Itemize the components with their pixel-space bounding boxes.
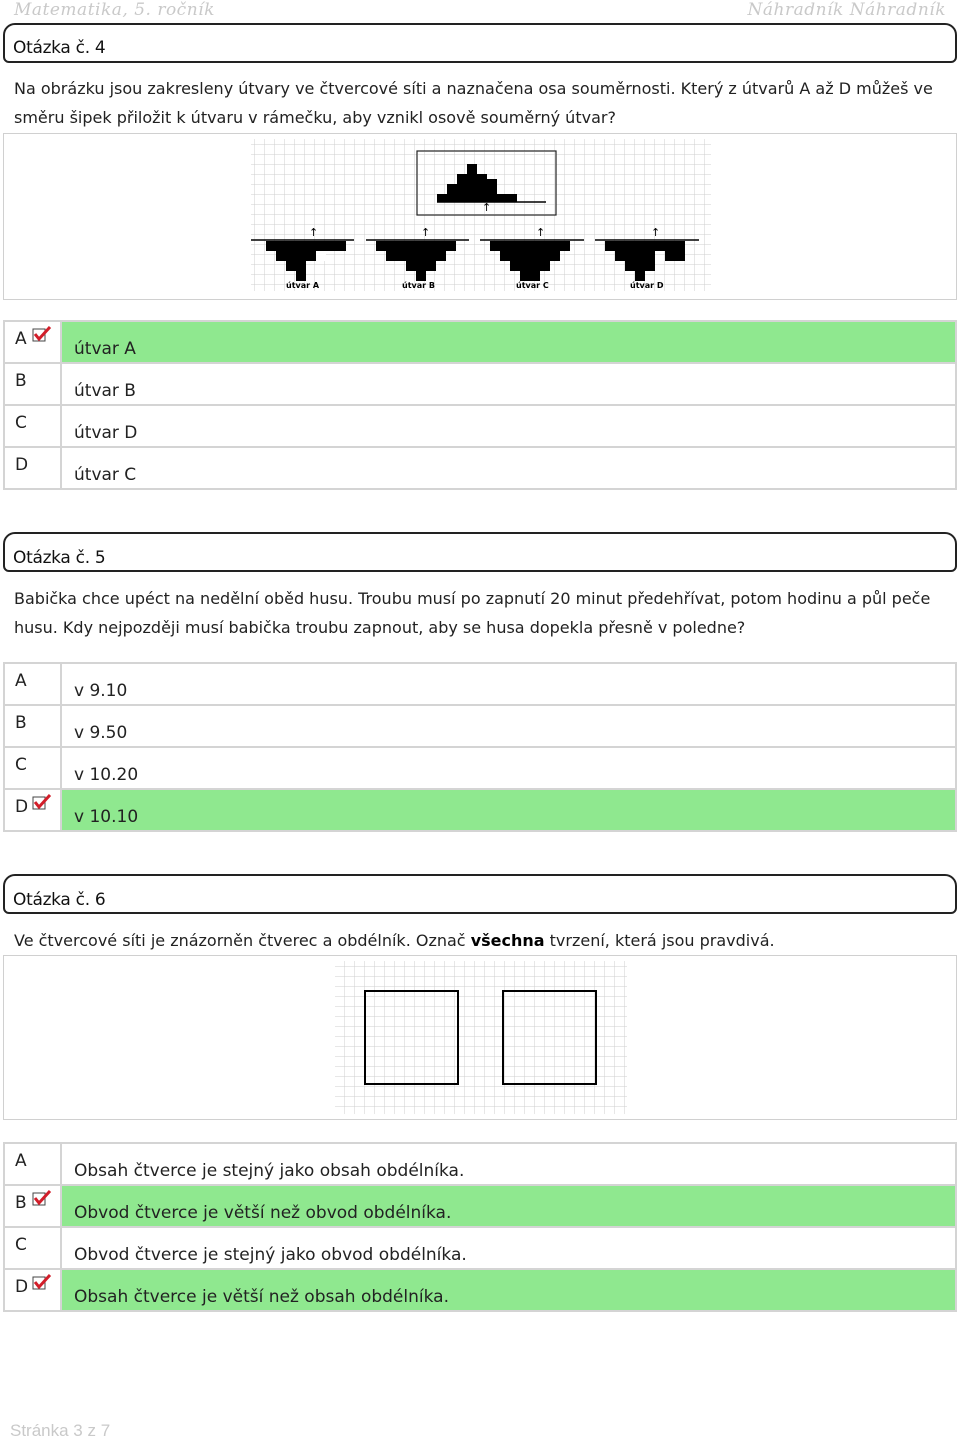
option-letter: A <box>15 1151 27 1171</box>
option-letter: B <box>15 713 27 733</box>
option-text: Obvod čtverce je stejný jako obvod obdélníka. <box>61 1227 956 1269</box>
check-icon <box>32 1274 52 1290</box>
option-letter-cell <box>4 1227 61 1269</box>
option-text: v 9.10 <box>61 663 956 705</box>
option-row[interactable] <box>4 705 956 747</box>
question-4-title-box <box>3 23 957 63</box>
option-text: v 10.20 <box>61 747 956 789</box>
label-utvar-c: útvar C <box>516 281 549 290</box>
option-letter: D <box>15 1277 29 1297</box>
option-letter-cell <box>4 447 61 489</box>
question-4-title: Otázka č. 4 <box>13 38 106 58</box>
question-6-text <box>14 926 944 955</box>
option-letter-cell <box>4 747 61 789</box>
option-text: v 9.50 <box>61 705 956 747</box>
label-utvar-a: útvar A <box>286 281 320 290</box>
svg-text:↑: ↑ <box>651 226 661 239</box>
option-text: útvar B <box>61 363 956 405</box>
option-text: útvar D <box>61 405 956 447</box>
option-row[interactable] <box>4 663 956 705</box>
option-row[interactable] <box>4 447 956 489</box>
option-letter-cell <box>4 1269 61 1311</box>
option-row[interactable] <box>4 789 956 831</box>
question-4-image <box>3 133 957 300</box>
question-6-options <box>3 1142 957 1312</box>
square-rectangle-figure <box>4 956 956 1119</box>
option-row[interactable] <box>4 747 956 789</box>
option-row[interactable] <box>4 405 956 447</box>
option-letter: D <box>15 797 29 817</box>
option-row[interactable] <box>4 1185 956 1227</box>
option-letter: B <box>15 1193 27 1213</box>
page-number: Stránka 3 z 7 <box>10 1421 111 1439</box>
option-letter-cell <box>4 405 61 447</box>
question-6-text-before: Ve čtvercové síti je znázorněn čtverec a obdélník. Označ <box>14 931 471 950</box>
symmetry-shapes-figure <box>4 134 956 299</box>
label-utvar-b: útvar B <box>402 281 435 290</box>
question-4-options <box>3 320 957 490</box>
option-letter-cell <box>4 1185 61 1227</box>
option-row[interactable] <box>4 1227 956 1269</box>
option-row[interactable] <box>4 321 956 363</box>
option-letter: C <box>15 1235 27 1255</box>
option-letter-cell <box>4 663 61 705</box>
option-text: Obsah čtverce je větší než obsah obdélníka. <box>61 1269 956 1311</box>
page-header-right: Náhradník Náhradník <box>747 0 946 20</box>
option-letter-cell <box>4 1143 61 1185</box>
question-5-text: Babička chce upéct na nedělní oběd husu. Troubu musí po zapnutí 20 minut předehřívat, potom hodinu a půl peče husu. Kdy nejpozději musí babička troubu zapnout, aby se husa dopekla přesně v poledne? <box>14 589 931 637</box>
check-icon <box>32 794 52 810</box>
option-row[interactable] <box>4 1143 956 1185</box>
option-letter: A <box>15 329 27 349</box>
option-letter: D <box>15 455 29 475</box>
question-6-title-box <box>3 874 957 914</box>
option-letter: C <box>15 413 27 433</box>
svg-text:↑: ↑ <box>482 201 492 214</box>
option-text: útvar C <box>61 447 956 489</box>
option-letter: C <box>15 755 27 775</box>
page-header-left: Matematika, 5. ročník <box>14 0 215 20</box>
option-row[interactable] <box>4 1269 956 1311</box>
option-text: v 10.10 <box>61 789 956 831</box>
question-4-text: Na obrázku jsou zakresleny útvary ve čtvercové síti a naznačena osa souměrnosti. Který z útvarů A až D můžeš ve směru šipek přiložit k útvaru v rámečku, aby vznikl osově souměrný útvar? <box>14 79 933 127</box>
question-5-title: Otázka č. 5 <box>13 548 106 568</box>
option-letter-cell <box>4 705 61 747</box>
question-6-title: Otázka č. 6 <box>13 890 106 910</box>
question-6-text-emphasis: všechna <box>470 931 545 950</box>
option-letter: A <box>15 671 27 691</box>
question-6-text-after: tvrzení, která jsou pravdivá. <box>544 931 775 950</box>
option-row[interactable] <box>4 363 956 405</box>
question-6-image <box>3 955 957 1120</box>
question-5-title-box <box>3 532 957 572</box>
option-text: Obsah čtverce je stejný jako obsah obdélníka. <box>61 1143 956 1185</box>
svg-text:↑: ↑ <box>536 226 546 239</box>
option-letter-cell <box>4 321 61 363</box>
question-5-options <box>3 662 957 832</box>
svg-text:↑: ↑ <box>309 226 319 239</box>
svg-text:↑: ↑ <box>421 226 431 239</box>
option-letter: B <box>15 371 27 391</box>
option-letter-cell <box>4 363 61 405</box>
option-text: Obvod čtverce je větší než obvod obdélníka. <box>61 1185 956 1227</box>
label-utvar-d: útvar D <box>630 281 664 290</box>
check-icon <box>32 326 52 342</box>
option-letter-cell <box>4 789 61 831</box>
check-icon <box>32 1190 52 1206</box>
option-text: útvar A <box>61 321 956 363</box>
